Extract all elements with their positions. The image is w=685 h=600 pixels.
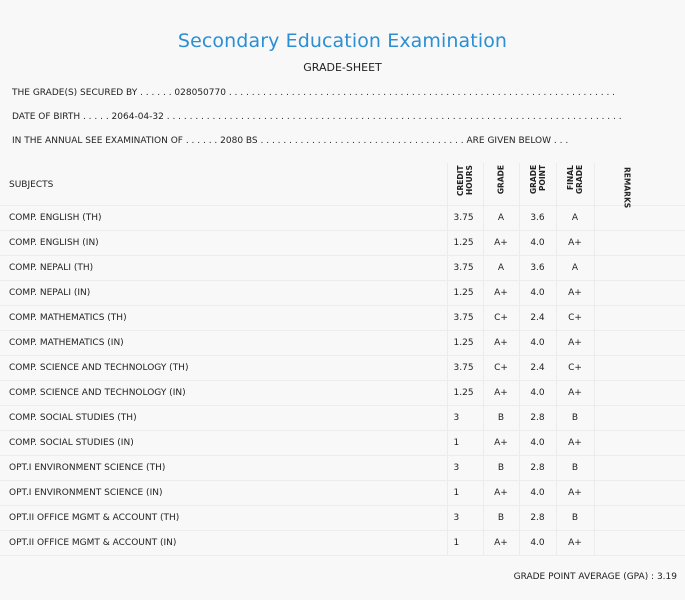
final-grade-cell: A+ bbox=[556, 431, 594, 456]
grade-cell: A+ bbox=[483, 331, 519, 356]
table-row bbox=[0, 531, 685, 556]
table-header-row bbox=[0, 163, 685, 206]
remarks-cell bbox=[594, 381, 685, 406]
page-title: Secondary Education Examination bbox=[177, 30, 508, 52]
credit-hours-cell: 3 bbox=[447, 506, 483, 531]
remarks-cell bbox=[594, 231, 685, 256]
grade-point-cell: 4.0 bbox=[519, 481, 556, 506]
grade-cell: A+ bbox=[483, 281, 519, 306]
subject-cell: COMP. SCIENCE AND TECHNOLOGY (TH) bbox=[0, 356, 447, 381]
credit-hours-cell: 3 bbox=[447, 456, 483, 481]
grade-cell: A bbox=[483, 256, 519, 281]
subject-cell: OPT.I ENVIRONMENT SCIENCE (IN) bbox=[0, 481, 447, 506]
grade-cell: A+ bbox=[483, 231, 519, 256]
gpa-summary: GRADE POINT AVERAGE (GPA) : 3.19 bbox=[513, 572, 677, 582]
header-subjects: SUBJECTS bbox=[0, 163, 447, 206]
credit-hours-cell: 1.25 bbox=[447, 381, 483, 406]
credit-hours-cell: 1 bbox=[447, 431, 483, 456]
grade-point-cell: 2.4 bbox=[519, 356, 556, 381]
grade-cell: B bbox=[483, 406, 519, 431]
header-grade-point bbox=[519, 163, 556, 206]
remarks-cell bbox=[594, 206, 685, 231]
final-grade-cell: A+ bbox=[556, 231, 594, 256]
credit-hours-cell: 1.25 bbox=[447, 281, 483, 306]
table-row bbox=[0, 256, 685, 281]
final-grade-cell: A+ bbox=[556, 481, 594, 506]
header-grade bbox=[483, 163, 519, 206]
header-grade-label: GRADE bbox=[496, 165, 506, 195]
grade-cell: B bbox=[483, 506, 519, 531]
subject-cell: COMP. SOCIAL STUDIES (TH) bbox=[0, 406, 447, 431]
subject-cell: COMP. ENGLISH (TH) bbox=[0, 206, 447, 231]
credit-hours-cell: 3.75 bbox=[447, 256, 483, 281]
table-row bbox=[0, 231, 685, 256]
final-grade-cell: B bbox=[556, 406, 594, 431]
grade-point-cell: 4.0 bbox=[519, 431, 556, 456]
remarks-cell bbox=[594, 281, 685, 306]
subject-cell: COMP. NEPALI (IN) bbox=[0, 281, 447, 306]
credit-hours-cell: 3.75 bbox=[447, 206, 483, 231]
credit-hours-cell: 1.25 bbox=[447, 231, 483, 256]
grade-cell: A bbox=[483, 206, 519, 231]
subject-cell: COMP. MATHEMATICS (TH) bbox=[0, 306, 447, 331]
remarks-cell bbox=[594, 531, 685, 556]
remarks-cell bbox=[594, 456, 685, 481]
subject-cell: COMP. SCIENCE AND TECHNOLOGY (IN) bbox=[0, 381, 447, 406]
table-row bbox=[0, 306, 685, 331]
grade-point-cell: 4.0 bbox=[519, 531, 556, 556]
exam-line: IN THE ANNUAL SEE EXAMINATION OF . . . . . . 2080 BS . . . . . . . . . . . . . . . . . . . . . . . . . . . . . . . . . . . . ARE GIVEN BELOW . . . bbox=[12, 136, 569, 146]
credit-hours-cell: 3.75 bbox=[447, 306, 483, 331]
grade-cell: A+ bbox=[483, 531, 519, 556]
table-row bbox=[0, 356, 685, 381]
table-row bbox=[0, 431, 685, 456]
grade-cell: B bbox=[483, 456, 519, 481]
header-remarks-label: REMARKS bbox=[622, 167, 632, 209]
subject-cell: COMP. SOCIAL STUDIES (IN) bbox=[0, 431, 447, 456]
subject-cell: COMP. MATHEMATICS (IN) bbox=[0, 331, 447, 356]
final-grade-cell: B bbox=[556, 506, 594, 531]
header-credit-hours-label: CREDIT HOURS bbox=[456, 165, 474, 196]
grade-point-cell: 4.0 bbox=[519, 231, 556, 256]
table-row bbox=[0, 331, 685, 356]
secured-by-line: THE GRADE(S) SECURED BY . . . . . . 028050770 . . . . . . . . . . . . . . . . . . . . . . . . . . . . . . . . . . . . . . . . . . . . . . . . . . . . . . . . . . . . . . . . . . . . bbox=[12, 88, 616, 98]
table-row bbox=[0, 381, 685, 406]
remarks-cell bbox=[594, 506, 685, 531]
credit-hours-cell: 3 bbox=[447, 406, 483, 431]
subject-cell: OPT.II OFFICE MGMT & ACCOUNT (TH) bbox=[0, 506, 447, 531]
credit-hours-cell: 1 bbox=[447, 481, 483, 506]
grade-cell: A+ bbox=[483, 431, 519, 456]
remarks-cell bbox=[594, 481, 685, 506]
grade-point-cell: 3.6 bbox=[519, 256, 556, 281]
header-final-grade bbox=[556, 163, 594, 206]
header-credit-hours bbox=[447, 163, 483, 206]
grade-point-cell: 4.0 bbox=[519, 281, 556, 306]
remarks-cell bbox=[594, 431, 685, 456]
final-grade-cell: A bbox=[556, 206, 594, 231]
remarks-cell bbox=[594, 356, 685, 381]
credit-hours-cell: 1.25 bbox=[447, 331, 483, 356]
grade-point-cell: 3.6 bbox=[519, 206, 556, 231]
final-grade-cell: A+ bbox=[556, 331, 594, 356]
grade-point-cell: 2.8 bbox=[519, 406, 556, 431]
remarks-cell bbox=[594, 331, 685, 356]
credit-hours-cell: 1 bbox=[447, 531, 483, 556]
grade-point-cell: 2.8 bbox=[519, 506, 556, 531]
table-row bbox=[0, 506, 685, 531]
page-subtitle: GRADE-SHEET bbox=[303, 61, 382, 74]
table-row bbox=[0, 481, 685, 506]
grade-point-cell: 2.8 bbox=[519, 456, 556, 481]
final-grade-cell: A+ bbox=[556, 281, 594, 306]
grade-cell: C+ bbox=[483, 306, 519, 331]
final-grade-cell: A+ bbox=[556, 531, 594, 556]
subject-cell: OPT.II OFFICE MGMT & ACCOUNT (IN) bbox=[0, 531, 447, 556]
final-grade-cell: B bbox=[556, 456, 594, 481]
header-final-grade-label: FINAL GRADE bbox=[566, 165, 584, 195]
table-row bbox=[0, 456, 685, 481]
grade-point-cell: 2.4 bbox=[519, 306, 556, 331]
credit-hours-cell: 3.75 bbox=[447, 356, 483, 381]
grade-table bbox=[0, 163, 685, 556]
grade-point-cell: 4.0 bbox=[519, 331, 556, 356]
final-grade-cell: C+ bbox=[556, 306, 594, 331]
dob-line: DATE OF BIRTH . . . . . 2064-04-32 . . . . . . . . . . . . . . . . . . . . . . . . . . . . . . . . . . . . . . . . . . . . . . . . . . . . . . . . . . . . . . . . . . . . . . . . . . . . . . . . bbox=[12, 112, 622, 122]
subject-cell: COMP. ENGLISH (IN) bbox=[0, 231, 447, 256]
final-grade-cell: A+ bbox=[556, 381, 594, 406]
table-row bbox=[0, 281, 685, 306]
grade-point-cell: 4.0 bbox=[519, 381, 556, 406]
subject-cell: COMP. NEPALI (TH) bbox=[0, 256, 447, 281]
remarks-cell bbox=[594, 406, 685, 431]
table-row bbox=[0, 406, 685, 431]
header-grade-point-label: GRADE POINT bbox=[528, 165, 547, 195]
remarks-cell bbox=[594, 256, 685, 281]
grade-cell: C+ bbox=[483, 356, 519, 381]
final-grade-cell: C+ bbox=[556, 356, 594, 381]
grade-cell: A+ bbox=[483, 381, 519, 406]
final-grade-cell: A bbox=[556, 256, 594, 281]
table-row bbox=[0, 206, 685, 231]
remarks-cell bbox=[594, 306, 685, 331]
grade-cell: A+ bbox=[483, 481, 519, 506]
header-remarks bbox=[594, 163, 685, 209]
subject-cell: OPT.I ENVIRONMENT SCIENCE (TH) bbox=[0, 456, 447, 481]
